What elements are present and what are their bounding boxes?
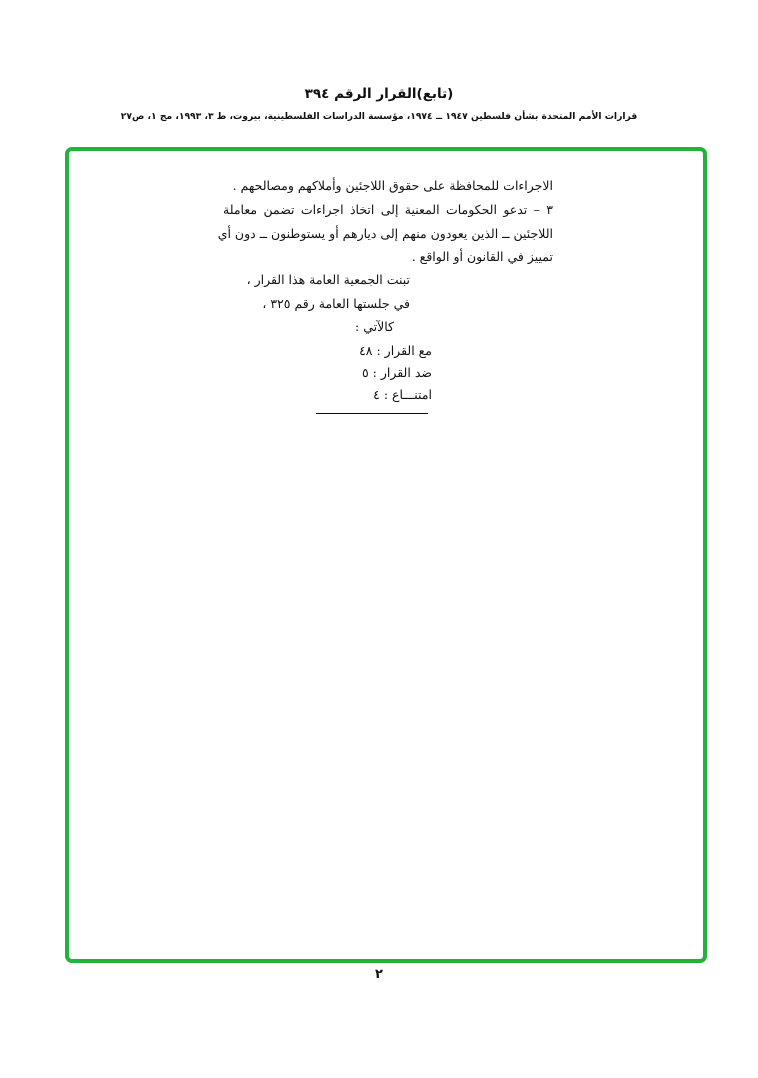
content-frame (65, 147, 707, 963)
closing-rule (316, 413, 428, 414)
adoption-line-2: في جلستها العامة رقم ٣٢٥ ، (262, 296, 410, 311)
vote-for: مع القرار : ٤٨ (359, 343, 432, 358)
body-line-4: تمييز في القانون أو الواقع . (411, 249, 553, 264)
page-number: ٢ (375, 967, 383, 982)
body-line-3: اللاجئين ــ الذين يعودون منهم إلى ديارهم أو يستوطنون ــ دون أي (217, 226, 553, 241)
vote-against: ضد القرار : ٥ (361, 365, 432, 380)
vote-abstain: امتنـــاع : ٤ (373, 387, 432, 402)
document-title: (تابع)القرار الرقم ٣٩٤ (304, 86, 454, 102)
adoption-line-1: تبنت الجمعية العامة هذا القرار ، (246, 272, 410, 287)
source-citation: قرارات الأمم المتحدة بشأن فلسطين ١٩٤٧ ــ ١٩٧٤، مؤسسة الدراسات الفلسطينية، بيروت، ط ٣، ١٩٩٣، مج ١، ص٢٧ (120, 111, 638, 122)
body-line-2: ٣ – تدعو الحكومات المعنية إلى اتخاذ اجراءات تضمن معاملة (223, 202, 553, 217)
adoption-line-3: كالآتي : (355, 319, 394, 334)
body-line-1: الاجراءات للمحافظة على حقوق اللاجئين وأملاكهم ومصالحهم . (232, 178, 553, 193)
